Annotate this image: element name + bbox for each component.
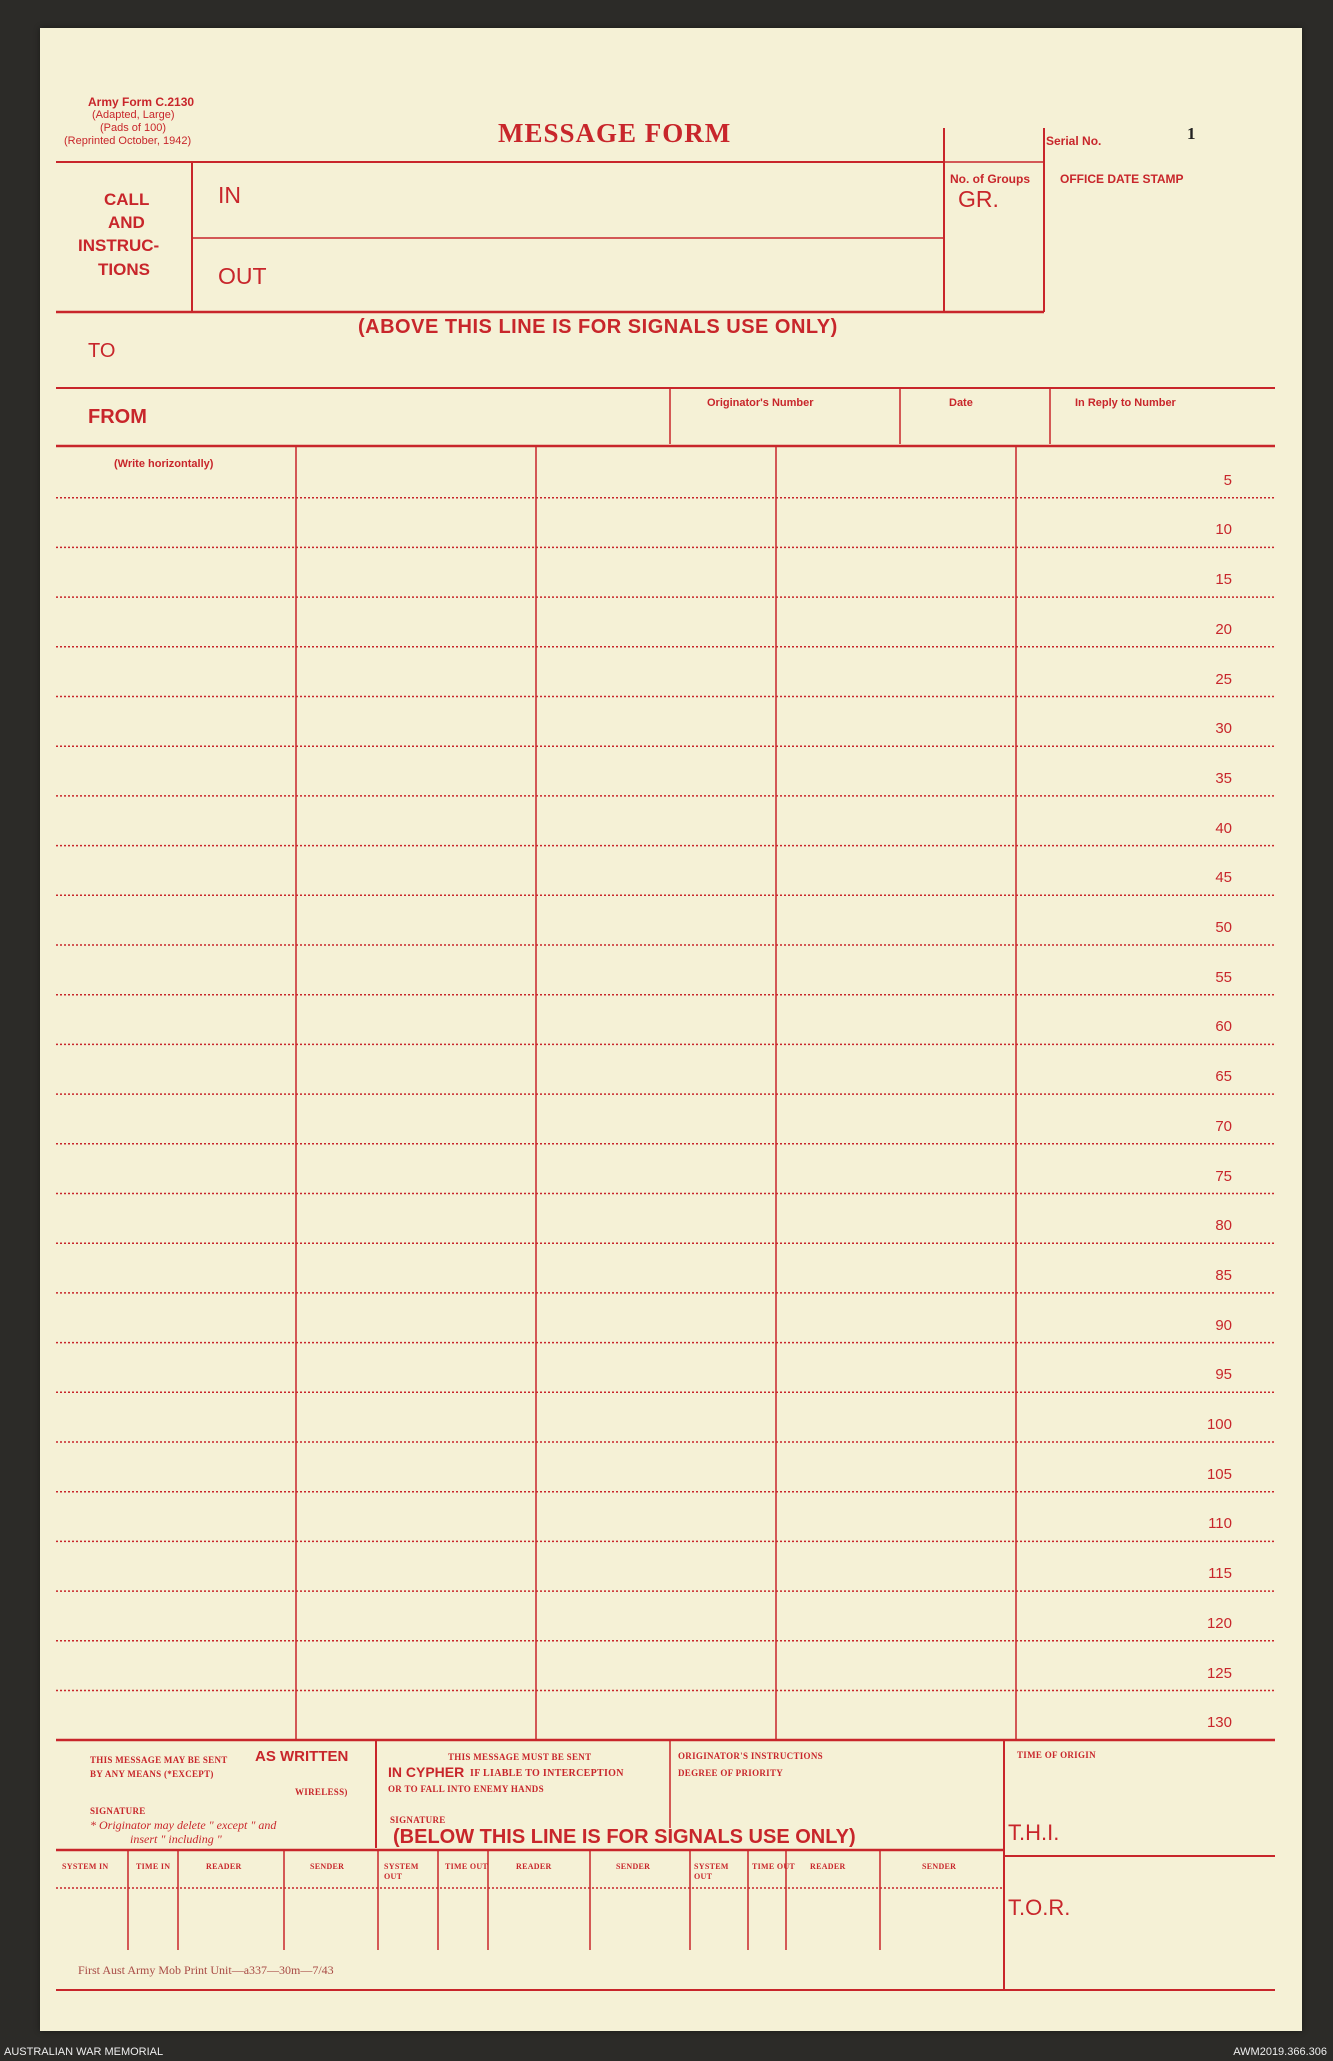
groups-label: No. of Groups: [950, 172, 1030, 186]
line-number: 90: [1215, 1316, 1232, 1334]
line-number: 5: [1223, 471, 1232, 489]
line-number: 55: [1215, 968, 1232, 986]
line-number: 80: [1215, 1217, 1232, 1235]
signals-column-heading: TIME OUT: [445, 1862, 489, 1871]
degree-of-priority-label: DEGREE OF PRIORITY: [678, 1768, 784, 1778]
line-number: 95: [1215, 1366, 1232, 1384]
write-horizontally: (Write horizontally): [114, 458, 214, 470]
line-number: 110: [1208, 1515, 1232, 1533]
signals-column-heading: TIME OUT: [752, 1862, 796, 1871]
line-number: 75: [1215, 1167, 1232, 1185]
out-label: OUT: [218, 263, 267, 289]
signals-column-heading: SYSTEM IN: [62, 1862, 109, 1871]
tor-label: T.O.R.: [1008, 1895, 1071, 1920]
line-number: 105: [1206, 1465, 1232, 1483]
call-label-4: TIONS: [98, 260, 150, 279]
form-id-line3: (Pads of 100): [100, 122, 167, 134]
or-to-fall-label: OR TO FALL INTO ENEMY HANDS: [388, 1784, 544, 1794]
to-label: TO: [88, 340, 116, 362]
line-number: 50: [1215, 919, 1232, 936]
line-number: 40: [1215, 819, 1232, 837]
serial-value: 1: [1187, 124, 1196, 143]
line-number: 130: [1206, 1714, 1232, 1732]
gr-label: GR.: [958, 186, 999, 212]
if-liable-label: IF LIABLE TO INTERCEPTION: [470, 1768, 624, 1779]
signals-column-heading: READER: [206, 1862, 242, 1871]
line-number: 10: [1215, 521, 1232, 539]
may-be-sent-label: THIS MESSAGE MAY BE SENT: [90, 1755, 228, 1765]
signals-column-heading: SYSTEM OUT: [694, 1862, 729, 1881]
form-id-line4: (Reprinted October, 1942): [64, 135, 192, 147]
line-number: 85: [1215, 1266, 1232, 1284]
line-number: 100: [1206, 1416, 1232, 1433]
office-stamp-label: OFFICE DATE STAMP: [1060, 172, 1184, 186]
line-number: 125: [1206, 1664, 1232, 1682]
wireless-label: WIRELESS): [295, 1787, 348, 1797]
line-number: 15: [1215, 571, 1232, 589]
signals-column-heading: SENDER: [616, 1862, 651, 1871]
in-cypher-label: IN CYPHER: [388, 1764, 465, 1780]
must-be-sent-label: THIS MESSAGE MUST BE SENT: [448, 1752, 592, 1762]
in-label: IN: [218, 182, 241, 208]
line-number: 120: [1206, 1614, 1232, 1632]
line-number: 30: [1215, 720, 1232, 738]
print-unit-label: First Aust Army Mob Print Unit—a337—30m—7/43: [78, 1963, 334, 1977]
line-number: 65: [1215, 1068, 1232, 1086]
line-number: 25: [1215, 670, 1232, 688]
call-label-1: CALL: [104, 190, 150, 209]
serial-label: Serial No.: [1046, 134, 1102, 148]
archive-caption-left: AUSTRALIAN WAR MEMORIAL: [4, 2046, 164, 2058]
line-number: 60: [1215, 1018, 1232, 1036]
call-label-3: INSTRUC-: [78, 236, 160, 255]
time-of-origin-label: TIME OF ORIGIN: [1017, 1750, 1096, 1760]
signals-column-heading: SYSTEM OUT: [384, 1862, 419, 1881]
signals-column-heading: SENDER: [922, 1862, 957, 1871]
form-id-line1: Army Form C.2130: [88, 95, 195, 109]
reply-label: In Reply to Number: [1075, 397, 1176, 409]
signals-column-heading: READER: [516, 1862, 552, 1871]
signals-column-heading: SENDER: [310, 1862, 345, 1871]
signals-column-heading: TIME IN: [136, 1862, 171, 1871]
as-written-label: AS WRITTEN: [255, 1748, 349, 1765]
date-label: Date: [949, 397, 973, 409]
by-any-means-label: BY ANY MEANS (*EXCEPT): [90, 1769, 214, 1779]
call-label-2: AND: [108, 213, 145, 232]
originator-note-1: * Originator may delete " except " and: [90, 1818, 277, 1832]
originators-number-label: Originator's Number: [707, 397, 814, 409]
signature-label-1: SIGNATURE: [90, 1806, 146, 1816]
line-number: 20: [1215, 620, 1232, 638]
line-number: 70: [1215, 1117, 1232, 1135]
signature-label-2: SIGNATURE: [390, 1815, 446, 1825]
form-title: MESSAGE FORM: [498, 118, 732, 148]
archive-caption-right: AWM2019.366.306: [1233, 2046, 1327, 2058]
originators-instructions-label: ORIGINATOR'S INSTRUCTIONS: [678, 1751, 823, 1761]
form-id-line2: (Adapted, Large): [92, 109, 175, 121]
thi-label: T.H.I.: [1008, 1820, 1060, 1845]
signals-column-heading: READER: [810, 1862, 846, 1871]
above-line-label: (ABOVE THIS LINE IS FOR SIGNALS USE ONLY): [358, 316, 838, 338]
line-number: 115: [1208, 1565, 1232, 1583]
below-line-label: (BELOW THIS LINE IS FOR SIGNALS USE ONLY): [393, 1826, 856, 1848]
from-label: FROM: [88, 406, 147, 428]
line-number: 35: [1215, 769, 1232, 787]
originator-note-2: insert " including ": [130, 1832, 222, 1846]
line-number: 45: [1215, 869, 1232, 887]
